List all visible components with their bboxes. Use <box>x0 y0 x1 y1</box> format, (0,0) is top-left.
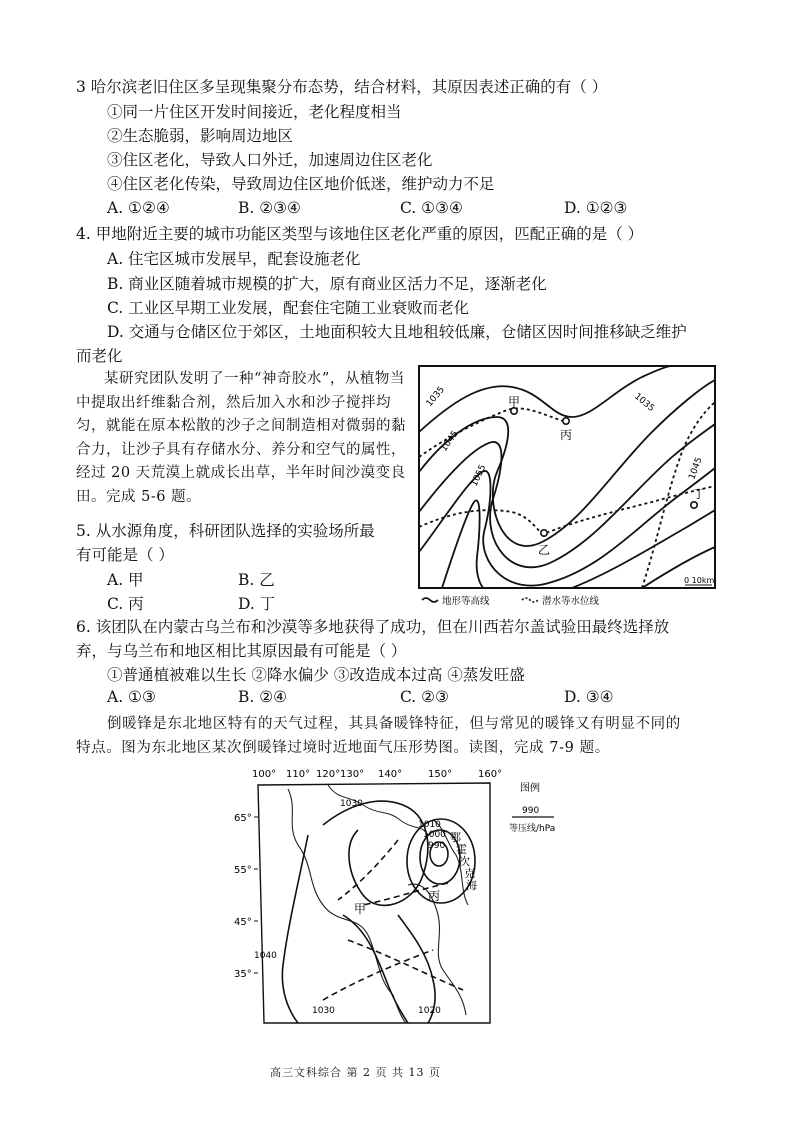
lat-label: 65° <box>234 813 252 824</box>
q5-options-row1 <box>0 568 420 590</box>
q5-option-c[interactable]: C. 丙 <box>107 595 144 613</box>
q6-option-a[interactable]: A. ①③ <box>107 688 156 706</box>
isobar-label: 1000 <box>423 830 446 840</box>
q3-statement-4: ④住区老化传染，导致周边住区地价低迷，维护动力不足 <box>107 175 495 193</box>
contour-label: 1035 <box>424 384 448 409</box>
q3-statement-3: ③住区老化，导致人口外迁，加速周边住区老化 <box>107 151 433 169</box>
isobar-label: 1010 <box>418 820 441 830</box>
legend-value: 990 <box>522 806 540 816</box>
lon-label: 150° <box>428 769 453 780</box>
lat-label: 45° <box>234 917 252 928</box>
q3-stem: 3 哈尔滨老旧住区多呈现集聚分布态势，结合材料，其原因表述正确的有（ ） <box>76 78 608 96</box>
sea-label: 鄂 <box>450 831 461 844</box>
lat-label: 35° <box>234 969 252 980</box>
q3-options <box>0 199 794 221</box>
terrain-contour <box>419 380 715 546</box>
sea-label: 克 <box>464 867 475 880</box>
lon-label: 130° <box>340 769 365 780</box>
passage-warm-front-line2: 特点。图为东北地区某次倒暖锋过境时近地面气压形势图。读图，完成 7-9 题。 <box>76 740 610 756</box>
front-line <box>323 950 433 1000</box>
terrain-contour <box>442 500 484 588</box>
q3-statement-2: ②生态脆弱，影响周边地区 <box>107 127 294 145</box>
lat-label: 55° <box>234 865 252 876</box>
q5-option-b[interactable]: B. 乙 <box>238 571 275 589</box>
lon-label: 100° <box>252 769 277 780</box>
front-line <box>338 840 398 900</box>
sea-label: 霍 <box>456 843 467 856</box>
isobar <box>323 801 428 905</box>
q6-stem-line1: 6. 该团队在内蒙古乌兰布和沙漠等多地获得了成功，但在川西若尔盖试验田最终选择放 <box>76 618 670 636</box>
q3-option-b[interactable]: B. ②③④ <box>238 199 301 217</box>
contour-label: 1035 <box>632 391 657 415</box>
legend-desc: 等压线/hPa <box>509 824 556 834</box>
q5-option-d[interactable]: D. 丁 <box>238 595 276 613</box>
isobar-label: 1020 <box>418 1006 441 1016</box>
q3-statement-1: ①同一片住区开发时间接近，老化程度相当 <box>107 103 402 121</box>
sea-label: 次 <box>459 855 470 868</box>
q4-option-b[interactable]: B. 商业区随着城市规模的扩大，原有商业区活力不足，逐渐老化 <box>107 275 547 293</box>
isobar-label: 1040 <box>254 951 277 961</box>
point-ding <box>691 502 697 508</box>
point-label: 丁 <box>693 487 706 501</box>
isobar-label: 990 <box>428 841 446 851</box>
passage-glue: 某研究团队发明了一种“神奇胶水”，从植物当中提取出纤维黏合剂，然后加入水和沙子搅拌均匀，就能在原本松散的沙子之间制造相对微弱的黏合力，让沙子具有存储水分、养分和空气的属性，经过 20 天荒漠上就成长出草，半年时间沙漠变良田。完成 5-6 题。 <box>76 371 406 505</box>
q4-option-a[interactable]: A. 住宅区城市发展早，配套设施老化 <box>107 250 361 268</box>
q5-stem-line2: 有可能是（ ） <box>76 546 174 564</box>
contour-label: 1045 <box>439 429 461 454</box>
sea-label: 海 <box>466 879 477 892</box>
q4-option-c[interactable]: C. 工业区早期工业发展，配套住宅随工业衰败而老化 <box>107 299 470 317</box>
isobar-label: 1030 <box>340 799 363 809</box>
point-label: 丙 <box>560 428 573 442</box>
point-label: 乙 <box>538 543 551 557</box>
legend-water-symbol <box>522 598 538 602</box>
point-yi <box>541 530 547 536</box>
contour-label: 1055 <box>469 463 489 489</box>
isobar-label: 1030 <box>312 1006 335 1016</box>
contour-map <box>412 362 722 612</box>
lon-label: 160° <box>478 769 503 780</box>
q6-option-c[interactable]: C. ②③ <box>400 688 449 706</box>
q6-option-b[interactable]: B. ②④ <box>238 688 288 706</box>
q4-option-d[interactable]: D. 交通与仓储区位于郊区，土地面积较大且地租较低廉，仓储区因时间推移缺乏维护 <box>107 323 687 341</box>
terrain-contour <box>419 424 715 567</box>
contour-map-frame <box>419 366 715 588</box>
legend-terrain-label: 地形等高线 <box>442 596 490 607</box>
place-label-jia: 甲 <box>354 902 367 916</box>
q5-stem-line1: 5. 从水源角度，科研团队选择的实验场所最 <box>76 522 375 540</box>
q6-stem-line2: 弃，与乌兰布和地区相比其原因最有可能是（ ） <box>76 642 407 660</box>
q6-option-d[interactable]: D. ③④ <box>564 688 614 706</box>
q4-stem: 4. 甲地附近主要的城市功能区类型与该地住区老化严重的原因，匹配正确的是（ ） <box>76 225 644 243</box>
isobar <box>282 835 308 1023</box>
place-label-bing: 丙 <box>428 889 441 903</box>
front-line <box>348 940 463 990</box>
q5-option-a[interactable]: A. 甲 <box>107 571 144 589</box>
scale-label: 0 10km <box>684 576 715 585</box>
q3-option-d[interactable]: D. ①②③ <box>564 199 628 217</box>
legend-title: 图例 <box>520 783 540 794</box>
q3-option-a[interactable]: A. ①②④ <box>107 199 170 217</box>
passage-warm-front-line1: 倒暖锋是东北地区特有的天气过程，其具备暖锋特征，但与常见的暖锋又有明显不同的 <box>107 716 681 732</box>
q6-choices: ①普通植被难以生长 ②降水偏少 ③改造成本过高 ④蒸发旺盛 <box>107 666 525 684</box>
point-label: 甲 <box>508 395 521 409</box>
legend-terrain-symbol <box>422 598 438 602</box>
point-bing <box>563 418 569 424</box>
q3-option-c[interactable]: C. ①③④ <box>400 199 463 217</box>
q5-options-row2 <box>0 592 420 614</box>
legend-water-label: 潜水等水位线 <box>542 596 600 607</box>
isobar <box>343 915 408 1023</box>
page-footer: 高三文科综合 第 2 页 共 13 页 <box>270 1066 441 1079</box>
contour-label: 1045 <box>687 456 705 482</box>
coastline <box>408 884 466 1015</box>
pressure-map <box>228 765 563 1030</box>
q6-options <box>0 688 794 710</box>
lon-label: 110° <box>286 769 311 780</box>
lon-label: 120° <box>316 769 341 780</box>
q4-option-d-continued: 而老化 <box>76 347 123 365</box>
lon-label: 140° <box>378 769 403 780</box>
